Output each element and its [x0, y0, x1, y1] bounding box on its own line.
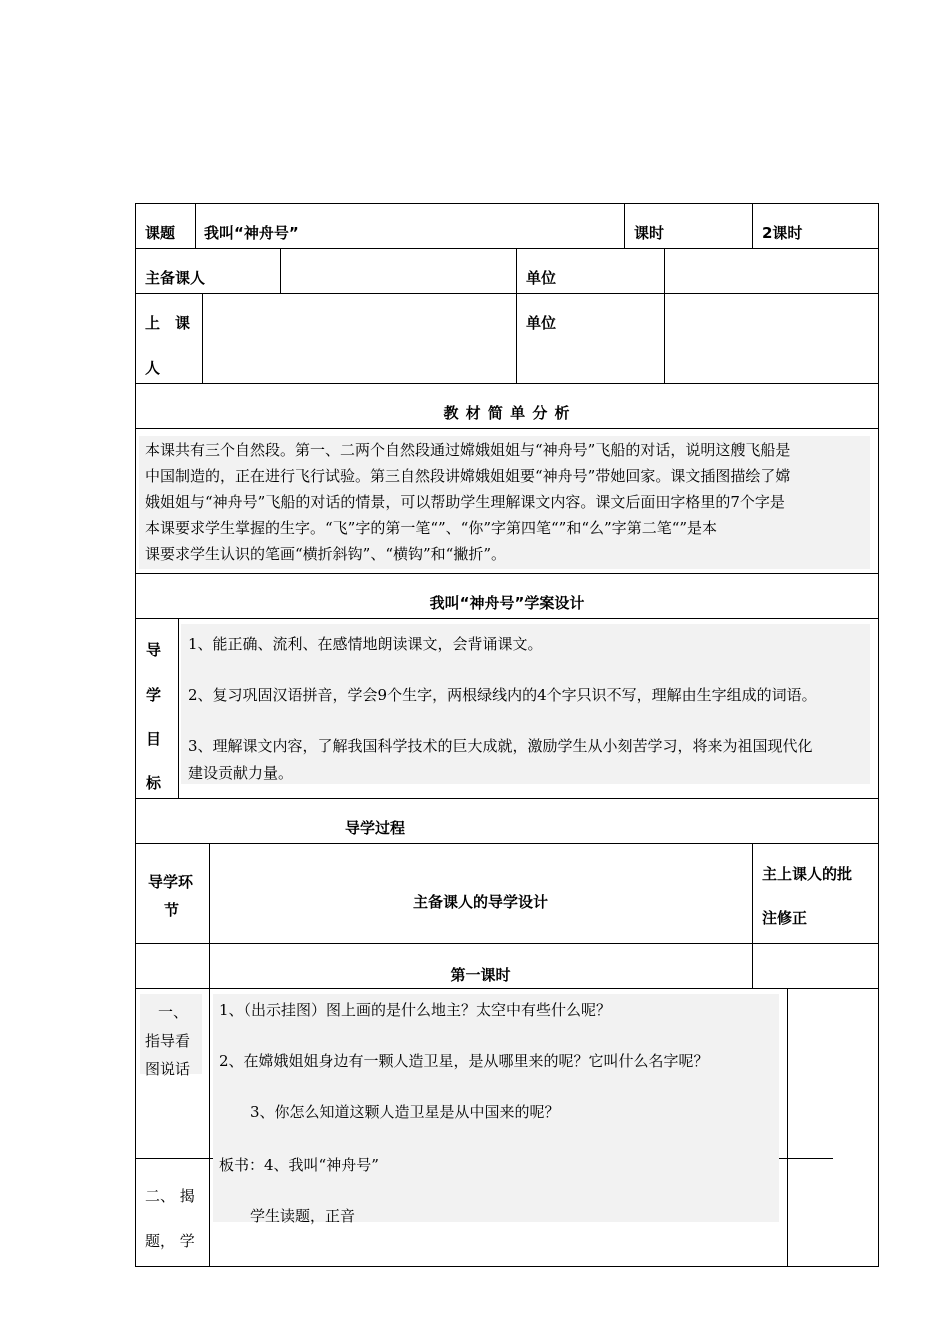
rule [135, 383, 879, 384]
analysis-line: 本课要求学生掌握的生字。“飞”字的第一笔“”、“你”字第四笔“”和“么”字第二笔“”是本 [145, 519, 718, 537]
rule [135, 293, 879, 294]
teacher-label: 上 课 [145, 314, 191, 332]
notes-column-header-cont: 注修正 [762, 909, 808, 927]
rule [280, 248, 281, 293]
rule [624, 203, 625, 248]
rule [516, 248, 517, 383]
rule [135, 1266, 879, 1267]
design-title: 我叫“神舟号”学案设计 [429, 594, 585, 612]
rule [135, 248, 879, 249]
goal-label-char: 学 [146, 686, 162, 704]
hours-value: 2课时 [762, 224, 803, 242]
goal-item: 2、复习巩固汉语拼音，学会9个生字，两根绿线内的4个字只识不写，理解由生字组成的词语。 [188, 686, 817, 704]
rule [752, 843, 753, 988]
step-label: 指导看 [145, 1032, 191, 1050]
topic-value: 我叫“神舟号” [204, 224, 299, 242]
design-column-header: 主备课人的导学设计 [412, 893, 548, 911]
rule [787, 988, 788, 1266]
rule [195, 203, 196, 248]
content-line: 学生读题，正音 [250, 1207, 356, 1225]
rule [878, 203, 879, 1266]
content-line: 2、在嫦娥姐姐身边有一颗人造卫星，是从哪里来的呢？它叫什么名字呢？ [219, 1052, 709, 1070]
analysis-line: 娥姐姐与“神舟号”飞船的对话的情景，可以帮助学生理解课文内容。课文后面田字格里的7个字是 [145, 493, 785, 511]
rule [135, 428, 879, 429]
goal-item: 3、理解课文内容，了解我国科学技术的巨大成就，激励学生从小刻苦学习，将来为祖国现代化 [188, 737, 813, 755]
rule [135, 203, 879, 204]
rule [178, 618, 179, 798]
content-line: 板书：4、我叫“神舟号” [219, 1156, 379, 1174]
rule [135, 988, 879, 989]
unit-label: 单位 [526, 314, 557, 332]
notes-column-header: 主上课人的批 [762, 865, 853, 883]
rule [135, 943, 879, 944]
hours-label: 课时 [634, 224, 665, 242]
session-title: 第一课时 [450, 966, 511, 984]
step-label: 图说话 [145, 1060, 191, 1078]
goal-item: 建设贡献力量。 [188, 764, 294, 782]
rule [135, 573, 879, 574]
step-label: 二、 揭 [145, 1187, 195, 1205]
goal-item: 1、能正确、流利、在感情地朗读课文，会背诵课文。 [188, 635, 543, 653]
topic-label: 课题 [145, 224, 176, 242]
content-line: 1、（出示挂图）图上画的是什么地主？太空中有些什么呢？ [219, 1001, 612, 1019]
analysis-title: 教 材 简 单 分 析 [443, 404, 571, 422]
step-label: 题， 学 [145, 1232, 195, 1250]
teacher-label-cont: 人 [145, 359, 161, 377]
rule [664, 248, 665, 383]
unit-label: 单位 [526, 269, 557, 287]
step-column-header: 导学环 [148, 873, 194, 891]
rule [135, 203, 136, 1266]
analysis-line: 课要求学生认识的笔画“横折斜钩”、“横钩”和“撇折”。 [145, 545, 507, 563]
goal-label-char: 标 [146, 774, 162, 792]
content-line: 3、你怎么知道这颗人造卫星是从中国来的呢？ [250, 1103, 560, 1121]
goal-label-char: 目 [146, 730, 162, 748]
analysis-line: 中国制造的，正在进行飞行试验。第三自然段讲嫦娥姐姐要“神舟号”带她回家。课文插图描绘了嫦 [145, 467, 791, 485]
step-column-header-cont: 节 [164, 901, 180, 919]
main-preparer-label: 主备课人 [145, 269, 206, 287]
rule [135, 618, 879, 619]
analysis-text [145, 437, 873, 567]
analysis-line: 本课共有三个自然段。第一、二两个自然段通过嫦娥姐姐与“神舟号”飞船的对话，说明这艘飞船是 [145, 441, 791, 459]
goal-label-char: 导 [146, 641, 162, 659]
rule [752, 203, 753, 248]
process-title: 导学过程 [345, 819, 406, 837]
rule [135, 798, 879, 799]
rule [202, 293, 203, 383]
rule [135, 843, 879, 844]
step-label: 一、 [158, 1003, 189, 1021]
